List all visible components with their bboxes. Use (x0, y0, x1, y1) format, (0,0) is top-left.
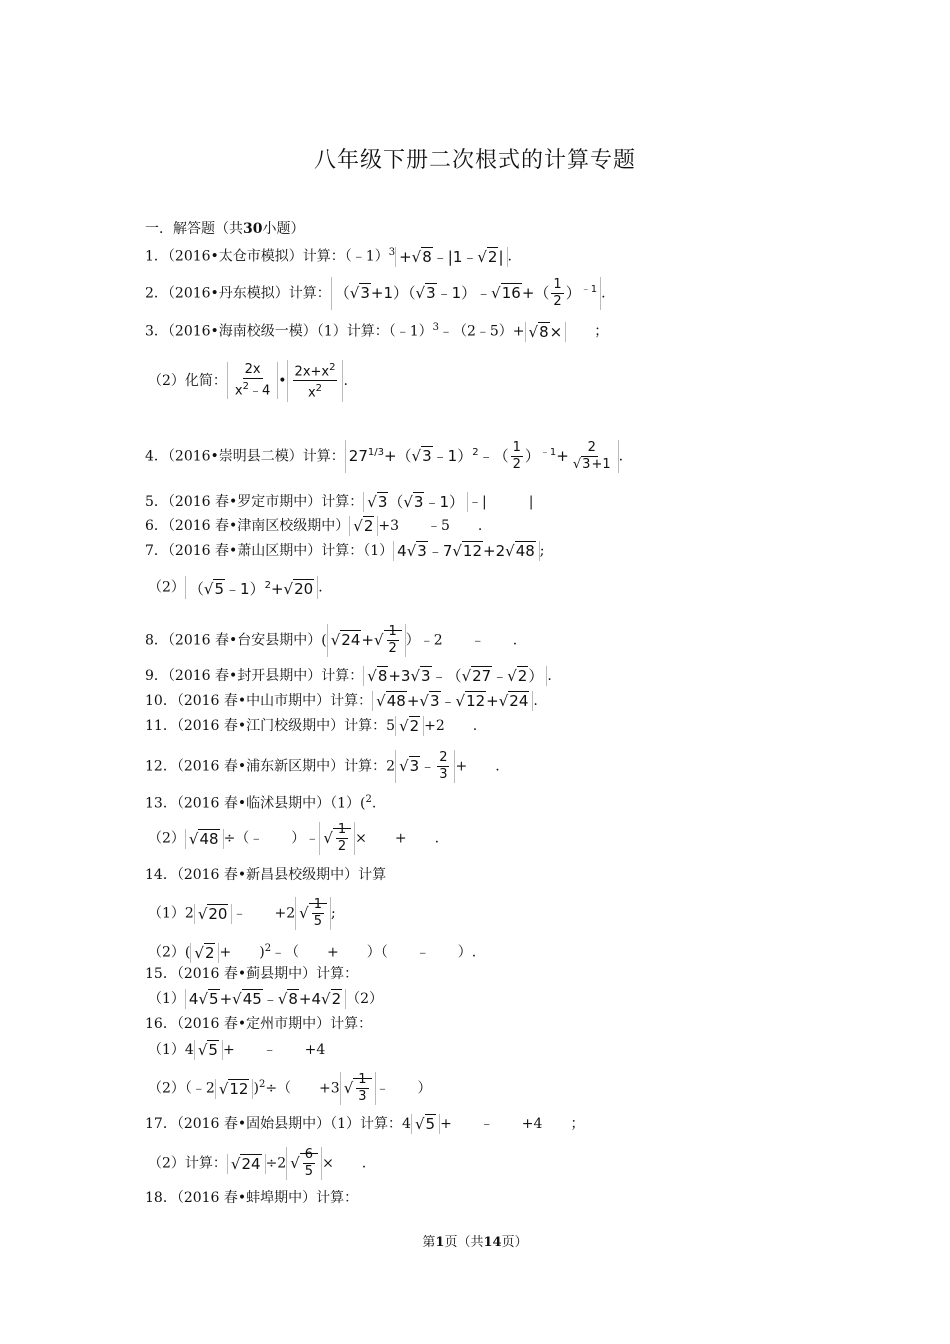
question-14: 14．（2016 春•新昌县校级期中）计算 (145, 867, 387, 883)
page-title: 八年级下册二次根式的计算专题 (313, 148, 636, 173)
question-7-part-2: （2） （√5﹣1）$^2$+√20 . (148, 576, 323, 599)
question-16-part-1: （1）4 √5 + ﹣ +4 (148, 1041, 326, 1059)
question-10: 10．（2016 春•中山市期中）计算： √48+√3﹣√12+√24 . (145, 692, 538, 710)
question-3-part-2: （2）化简： $\frac{2x}{x^2﹣4}$ • $\frac{2x+x^2}{x^2}$ . (148, 362, 348, 401)
question-3: 3．（2016•海南校级一模）（1）计算：（﹣1）$^3$﹣（2﹣5）+ √8× ； (145, 322, 609, 341)
question-17: 17．（2016 春•固始县期中）（1）计算：4 √5 + ﹣ +4 ； (145, 1115, 585, 1133)
question-16: 16．（2016 春•定州市期中）计算： (145, 1016, 373, 1032)
question-15: 15．（2016 春•蓟县期中）计算： (145, 966, 359, 982)
question-4: 4．（2016•崇明县二模）计算： $27^{1/3}+(√3﹣1)^2﹣$（ $\frac{1}{2}$ ）$^{﹣1}$+ $\frac{2}{√3+1}$ . (145, 440, 624, 472)
question-16-part-2: （2）（﹣2 √12 )$^2$÷（ +3 √ $\frac{1}{3}$ ﹣ ） (148, 1072, 432, 1104)
question-5: 5．（2016 春•罗定市期中）计算： √3（√3﹣1） ﹣| | (145, 493, 534, 511)
formula-q2: （√3+1）（√3﹣1）﹣√16+（ $\frac{1}{2}$ ）$^{﹣1}$ (331, 277, 601, 310)
question-14-part-1: （1）2 √20 ﹣ +2 √ $\frac{1}{5}$ ; (148, 897, 336, 929)
question-12: 12．（2016 春•浦东新区期中）计算：2 √3﹣ $\frac{2}{3}$ + . (145, 750, 500, 782)
question-9: 9．（2016 春•封开县期中）计算： √8+3√3﹣（√27﹣√2） . (145, 667, 552, 685)
section-heading: 一．解答题（共30小题） (145, 221, 305, 237)
page-footer: 第1页（共14页） (422, 1235, 528, 1250)
question-8: 8．（2016 春•台安县期中）( √24+√ $\frac{1}{2}$ ）﹣2 ﹣ . (145, 624, 518, 656)
question-13: 13．（2016 春•临沭县期中）（1）($^2$. (145, 794, 377, 812)
question-11: 11．（2016 春•江门校级期中）计算：5 √2 +2 . (145, 717, 478, 735)
question-18: 18．（2016 春•蚌埠期中）计算： (145, 1190, 359, 1206)
question-14-part-2: （2）( √2 + )$^2$﹣（ + ）（ ﹣ ）. (148, 943, 477, 962)
question-2: 2．（2016•丹东模拟）计算： （√3+1）（√3﹣1）﹣√16+（ $\frac{1}{2}$ ）$^{﹣1}$ . (145, 277, 606, 309)
question-1: 1．（2016•太仓市模拟）计算：（﹣1）$^3$ +√8﹣|1﹣√2| . (145, 247, 512, 266)
question-13-part-2: （2） √48 ÷（﹣ ）﹣ √ $\frac{1}{2}$ × + . (148, 822, 440, 854)
question-6: 6．（2016 春•津南区校级期中） √2 +3 ﹣5 . (145, 517, 483, 535)
question-15-parts: （1） 4√5+√45﹣√8+4√2 （2） (148, 990, 384, 1008)
question-7: 7．（2016 春•萧山区期中）计算：（1） 4√3﹣7√12+2√48 ; (145, 542, 545, 560)
question-17-part-2: （2）计算： √24 ÷2 √ $\frac{6}{5}$ × . (148, 1147, 367, 1179)
